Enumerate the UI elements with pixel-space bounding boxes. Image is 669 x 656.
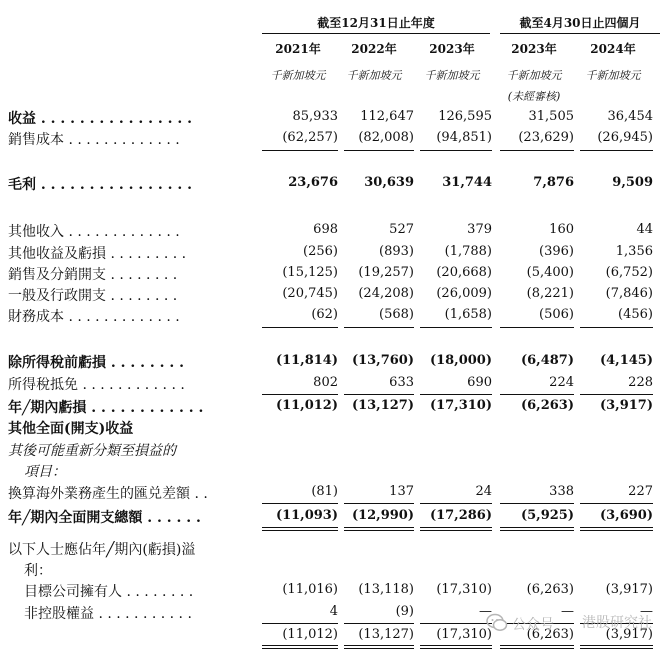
cell-attributable-total-2022: (13,127) <box>358 627 414 642</box>
row-label-selling-distribution: 銷售及分銷開支 . . . . . . . . <box>8 267 178 283</box>
cell-total-comprehensive-2021: (11,093) <box>275 508 338 523</box>
cell-gross-profit-2024-4m: 9,509 <box>612 175 653 190</box>
unit-label: 千新加坡元 <box>424 69 480 82</box>
total-double-rule <box>580 527 653 531</box>
row-label-other-income: 其他收入 . . . . . . . . . . . . . <box>8 224 180 240</box>
cell-other-gains-2023-4m: (396) <box>539 244 574 259</box>
cell-exchange-2024-4m: 227 <box>628 484 653 499</box>
subtotal-rule <box>420 503 492 504</box>
header-rule <box>500 33 660 34</box>
cell-gross-profit-2021: 23,676 <box>288 175 338 190</box>
cell-loss-period-2023: (17,310) <box>429 398 492 413</box>
cell-other-income-2023: 379 <box>467 222 492 237</box>
subtotal-rule <box>262 503 338 504</box>
cell-tax-credit-2024-4m: 228 <box>628 375 653 390</box>
row-label-cost-of-sales: 銷售成本 . . . . . . . . . . . . . <box>8 132 180 148</box>
row-label-loss-before-tax: 除所得稅前虧損 . . . . . . . . <box>8 355 184 371</box>
cell-loss-period-2022: (13,127) <box>351 398 414 413</box>
cell-admin-2022: (24,208) <box>358 286 414 301</box>
total-double-rule <box>262 645 338 649</box>
year-2023-4m: 2023年 <box>511 42 557 56</box>
cell-other-income-2022: 527 <box>389 222 414 237</box>
cell-tax-credit-2023: 690 <box>467 375 492 390</box>
subtotal-rule <box>344 150 414 151</box>
subtotal-rule <box>500 394 574 395</box>
subtotal-rule <box>262 327 338 328</box>
total-double-rule <box>344 645 414 649</box>
cell-tax-credit-2023-4m: 224 <box>549 375 574 390</box>
unit-label: 千新加坡元 <box>346 69 402 82</box>
cell-revenue-2024-4m: 36,454 <box>607 109 653 124</box>
cell-exchange-2022: 137 <box>389 484 414 499</box>
subtotal-rule <box>344 394 414 395</box>
cell-selling-2024-4m: (6,752) <box>605 265 653 280</box>
header-rule <box>262 33 490 34</box>
cell-loss-before-tax-2024-4m: (4,145) <box>599 353 653 368</box>
subtotal-rule <box>580 394 653 395</box>
cell-other-gains-2023: (1,788) <box>444 244 492 259</box>
cell-owners-2022: (13,118) <box>358 582 414 597</box>
unit-label: 千新加坡元 <box>506 69 562 82</box>
subtotal-rule <box>344 327 414 328</box>
subtotal-rule <box>580 327 653 328</box>
row-label-income-tax-credit: 所得稅抵免 . . . . . . . . . . . . <box>8 377 185 393</box>
cell-gross-profit-2023: 31,744 <box>442 175 492 190</box>
cell-loss-before-tax-2023-4m: (6,487) <box>520 353 574 368</box>
unit-label: 千新加坡元 <box>585 69 641 82</box>
row-label-finance-costs: 財務成本 . . . . . . . . . . . . . <box>8 309 180 325</box>
cell-cost-of-sales-2023: (94,851) <box>436 130 492 145</box>
cell-cost-of-sales-2024-4m: (26,945) <box>597 130 653 145</box>
cell-owners-2023: (17,310) <box>436 582 492 597</box>
row-label-loss-for-period: 年╱期內虧損 . . . . . . . . . . . . <box>8 400 204 416</box>
cell-tax-credit-2021: 802 <box>313 375 338 390</box>
cell-revenue-2021: 85,933 <box>292 109 338 124</box>
cell-gross-profit-2022: 30,639 <box>364 175 414 190</box>
cell-admin-2024-4m: (7,846) <box>605 286 653 301</box>
unaudited-note: (未經審核) <box>507 90 561 103</box>
subtotal-rule <box>580 503 653 504</box>
header-group-fiscal-year: 截至12月31日止年度 <box>317 16 435 30</box>
cell-attributable-total-2021: (11,012) <box>282 627 338 642</box>
cell-admin-2023: (26,009) <box>436 286 492 301</box>
cell-loss-before-tax-2021: (11,814) <box>275 353 338 368</box>
cell-nci-2021: 4 <box>329 604 338 619</box>
cell-finance-costs-2023: (1,658) <box>444 307 492 322</box>
subtotal-rule <box>262 150 338 151</box>
cell-finance-costs-2023-4m: (506) <box>539 307 574 322</box>
cell-loss-before-tax-2023: (18,000) <box>429 353 492 368</box>
subtotal-rule <box>420 394 492 395</box>
cell-other-gains-2022: (893) <box>379 244 414 259</box>
row-label-profit-colon: 利： <box>24 563 52 579</box>
row-label-non-controlling: 非控股權益 . . . . . . . . . . . <box>24 606 192 622</box>
cell-finance-costs-2022: (568) <box>379 307 414 322</box>
cell-admin-2023-4m: (8,221) <box>526 286 574 301</box>
row-label-gross-profit: 毛利 . . . . . . . . . . . . . . . . <box>8 177 192 193</box>
subtotal-rule <box>500 327 574 328</box>
cell-finance-costs-2021: (62) <box>311 307 338 322</box>
total-double-rule <box>420 527 492 531</box>
row-label-other-gains-losses: 其他收益及虧損 . . . . . . . . . <box>8 246 187 262</box>
cell-loss-period-2023-4m: (6,263) <box>520 398 574 413</box>
cell-gross-profit-2023-4m: 7,876 <box>533 175 574 190</box>
cell-revenue-2023-4m: 31,505 <box>528 109 574 124</box>
subtotal-rule <box>500 150 574 151</box>
cell-other-income-2024-4m: 44 <box>636 222 653 237</box>
cell-cost-of-sales-2022: (82,008) <box>358 130 414 145</box>
cell-selling-2021: (15,125) <box>282 265 338 280</box>
total-double-rule <box>420 645 492 649</box>
cell-total-comprehensive-2023-4m: (5,925) <box>520 508 574 523</box>
cell-total-comprehensive-2024-4m: (3,690) <box>599 508 653 523</box>
cell-owners-2024-4m: (3,917) <box>605 582 653 597</box>
subtotal-rule <box>262 623 338 624</box>
cell-cost-of-sales-2023-4m: (23,629) <box>518 130 574 145</box>
cell-total-comprehensive-2022: (12,990) <box>351 508 414 523</box>
cell-loss-before-tax-2022: (13,760) <box>351 353 414 368</box>
row-label-exchange-differences: 換算海外業務產生的匯兑差額 . . <box>8 486 208 502</box>
row-label-total-comprehensive: 年╱期內全面開支總額 . . . . . . <box>8 510 201 526</box>
cell-nci-2022: (9) <box>395 604 414 619</box>
subtotal-rule <box>262 394 338 395</box>
cell-exchange-2021: (81) <box>311 484 338 499</box>
subtotal-rule <box>420 150 492 151</box>
watermark-right: 港股研究社 <box>582 615 652 631</box>
row-label-owners-of-target: 目標公司擁有人 . . . . . . . . <box>24 584 194 600</box>
row-label-reclassify-subheading: 其後可能重新分類至損益的 <box>8 443 176 459</box>
cell-loss-period-2024-4m: (3,917) <box>599 398 653 413</box>
header-group-four-months: 截至4月30日止四個月 <box>519 16 641 30</box>
cell-nci-2023: — <box>479 604 492 619</box>
year-2021: 2021年 <box>275 42 321 56</box>
subtotal-rule <box>344 503 414 504</box>
cell-selling-2023-4m: (5,400) <box>526 265 574 280</box>
row-label-attributable-to: 以下人士應佔年╱期內(虧損)溢 <box>8 542 196 558</box>
cell-cost-of-sales-2021: (62,257) <box>282 130 338 145</box>
year-2022: 2022年 <box>351 42 397 56</box>
cell-exchange-2023-4m: 338 <box>549 484 574 499</box>
cell-tax-credit-2022: 633 <box>389 375 414 390</box>
cell-owners-2023-4m: (6,263) <box>526 582 574 597</box>
subtotal-rule <box>500 503 574 504</box>
cell-other-income-2023-4m: 160 <box>549 222 574 237</box>
cell-selling-2022: (19,257) <box>358 265 414 280</box>
cell-total-comprehensive-2023: (17,286) <box>429 508 492 523</box>
row-label-revenue: 收益 . . . . . . . . . . . . . . . . <box>8 111 192 127</box>
total-double-rule <box>500 527 574 531</box>
subtotal-rule <box>344 623 414 624</box>
total-double-rule <box>500 645 574 649</box>
cell-nci-2024-4m: — <box>640 604 653 619</box>
subtotal-rule <box>420 327 492 328</box>
subtotal-rule <box>420 623 492 624</box>
row-label-admin-expenses: 一般及行政開支 . . . . . . . . <box>8 288 178 304</box>
total-double-rule <box>580 645 653 649</box>
cell-owners-2021: (11,016) <box>282 582 338 597</box>
cell-nci-2023-4m: — <box>561 604 574 619</box>
cell-revenue-2022: 112,647 <box>360 109 414 124</box>
cell-other-income-2021: 698 <box>313 222 338 237</box>
total-double-rule <box>344 527 414 531</box>
cell-other-gains-2024-4m: 1,356 <box>615 244 653 259</box>
year-2024-4m: 2024年 <box>590 42 636 56</box>
cell-admin-2021: (20,745) <box>282 286 338 301</box>
cell-attributable-total-2024-4m: (3,917) <box>605 627 653 642</box>
total-double-rule <box>262 527 338 531</box>
cell-selling-2023: (20,668) <box>436 265 492 280</box>
cell-revenue-2023: 126,595 <box>438 109 492 124</box>
wechat-icon <box>486 612 508 634</box>
cell-other-gains-2021: (256) <box>303 244 338 259</box>
cell-finance-costs-2024-4m: (456) <box>618 307 653 322</box>
row-label-items-colon: 項目： <box>24 464 66 480</box>
cell-loss-period-2021: (11,012) <box>275 398 338 413</box>
cell-exchange-2023: 24 <box>475 484 492 499</box>
cell-attributable-total-2023-4m: (6,263) <box>526 627 574 642</box>
year-2023: 2023年 <box>429 42 475 56</box>
unit-label: 千新加坡元 <box>270 69 326 82</box>
watermark-left: 公众号 <box>512 617 554 633</box>
cell-attributable-total-2023: (17,310) <box>436 627 492 642</box>
subtotal-rule <box>580 150 653 151</box>
row-label-other-comprehensive: 其他全面(開支)收益 <box>8 421 134 437</box>
